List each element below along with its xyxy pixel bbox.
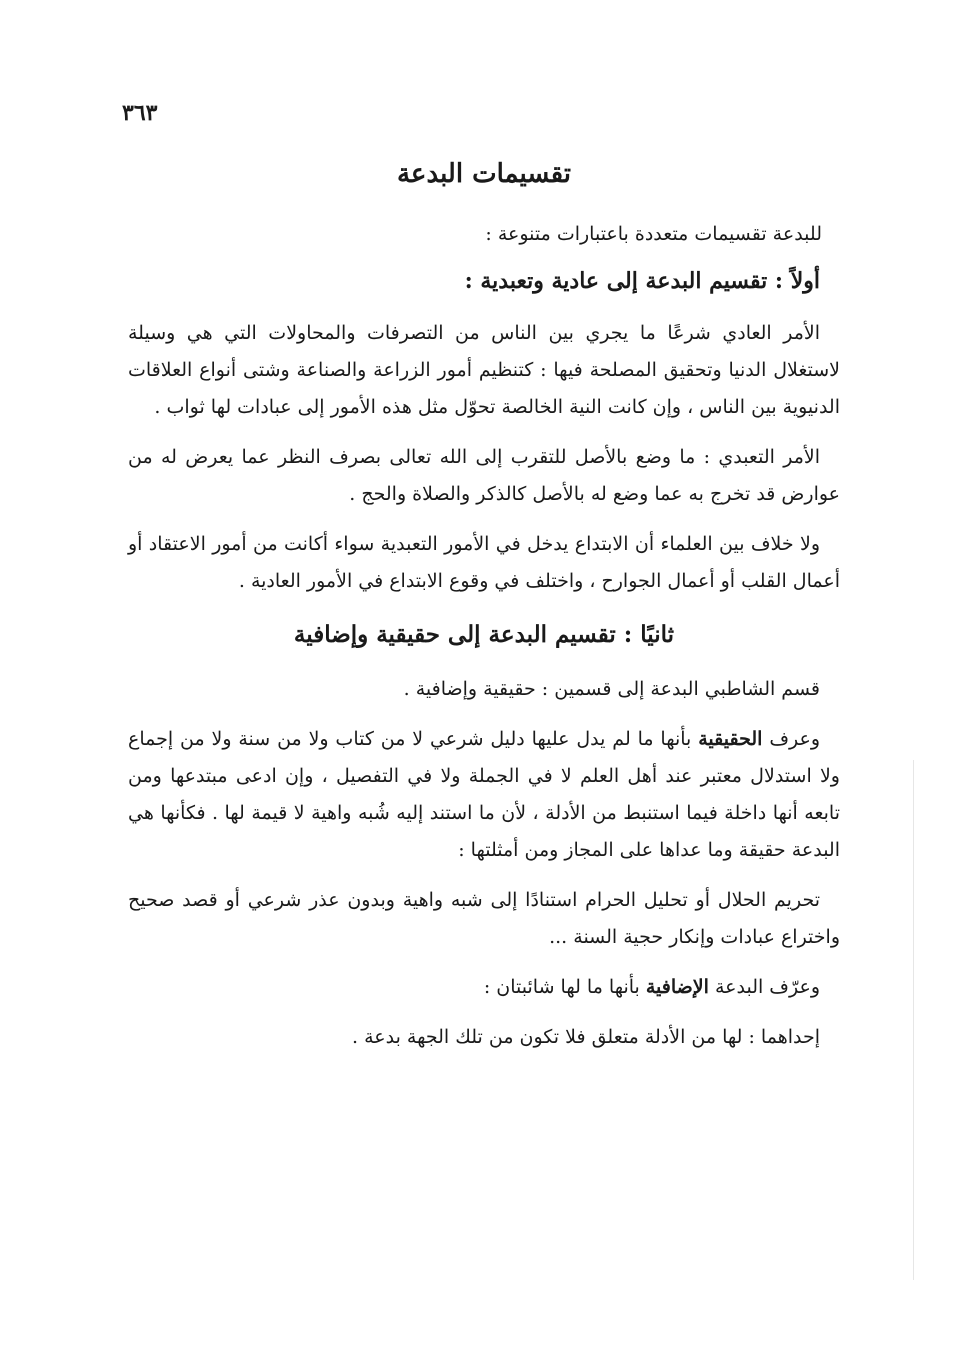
section-1-paragraph-1: الأمر العادي شرعًا ما يجري بين الناس من التصرفات والمحاولات التي هي وسيلة لاستغلال الدنيا وتحقيق المصلحة فيها : كتنظيم أمور الزراعة والصناعة وشتى أنواع العلاقات الدنيوية بين الناس ، وإن كانت النية الخالصة تحوّل مثل هذه الأمور إلى عبادات لها ثواب . — [128, 322, 840, 418]
section-1-paragraph-2: الأمر التعبدي : ما وضع بالأصل للتقرب إلى الله تعالى بصرف النظر عما يعرض له من عوارض قد تخرج به عما وضع له بالأصل كالذكر والصلاة والحج . — [128, 446, 840, 505]
page-title: تقسيمات البدعة — [396, 159, 571, 189]
paragraph-lead: وعرف — [769, 728, 821, 750]
page-number: ٣٦٣ — [122, 100, 158, 126]
paragraph-rest: بأنها ما لم يدل عليها دليل شرعي لا من كتاب ولا من سنة ولا من إجماع ولا استدلال معتبر عند أهل العلم لا في الجملة ولا في التفصيل ، وإن ادعى مبتدعها ومن تابعه أنها داخلة فيما استنبط من الأدلة ، لأن ما استند إليه شُبه واهية لا قيمة لها . فكأنها هي البدعة حقيقة وما عداها على المجاز ومن أمثلتها : — [128, 728, 840, 861]
section-2-paragraph-3: تحريم الحلال أو تحليل الحرام استنادًا إلى شبه واهية وبدون عذر شرعي أو قصد صحيح واختراع عبادات وإنكار حجية السنة ... — [128, 889, 840, 948]
section-2-paragraph-4 — [128, 969, 840, 1006]
page-body — [128, 150, 840, 1069]
section-2-paragraph-5: إحداهما : لها من الأدلة متعلق فلا تكون من تلك الجهة بدعة . — [352, 1026, 820, 1048]
section-2-paragraph-1: قسم الشاطبي البدعة إلى قسمين : حقيقية وإضافية . — [403, 678, 820, 700]
keyword-haqiqiya: الحقيقية — [698, 728, 763, 750]
section-1-heading: أولاً : تقسيم البدعة إلى عادية وتعبدية : — [464, 268, 820, 294]
scan-edge-line — [913, 760, 914, 1280]
section-2-heading: ثانيًا : تقسيم البدعة إلى حقيقية وإضافية — [293, 621, 675, 648]
intro-line: للبدعة تقسيمات متعددة باعتبارات متنوعة : — [485, 223, 822, 245]
section-1-paragraph-3: ولا خلاف بين العلماء أن الابتداع يدخل في الأمور التعبدية سواء أكانت من أمور الاعتقاد أو أعمال القلب أو أعمال الجوارح ، واختلف في وقوع الابتداع في الأمور العادية . — [128, 533, 840, 592]
paragraph-lead: وعرّف البدعة — [714, 976, 820, 998]
keyword-idafiya: الإضافية — [645, 976, 709, 998]
section-2-paragraph-2 — [128, 721, 840, 869]
paragraph-rest: بأنها ما لها شائبتان : — [483, 976, 640, 998]
